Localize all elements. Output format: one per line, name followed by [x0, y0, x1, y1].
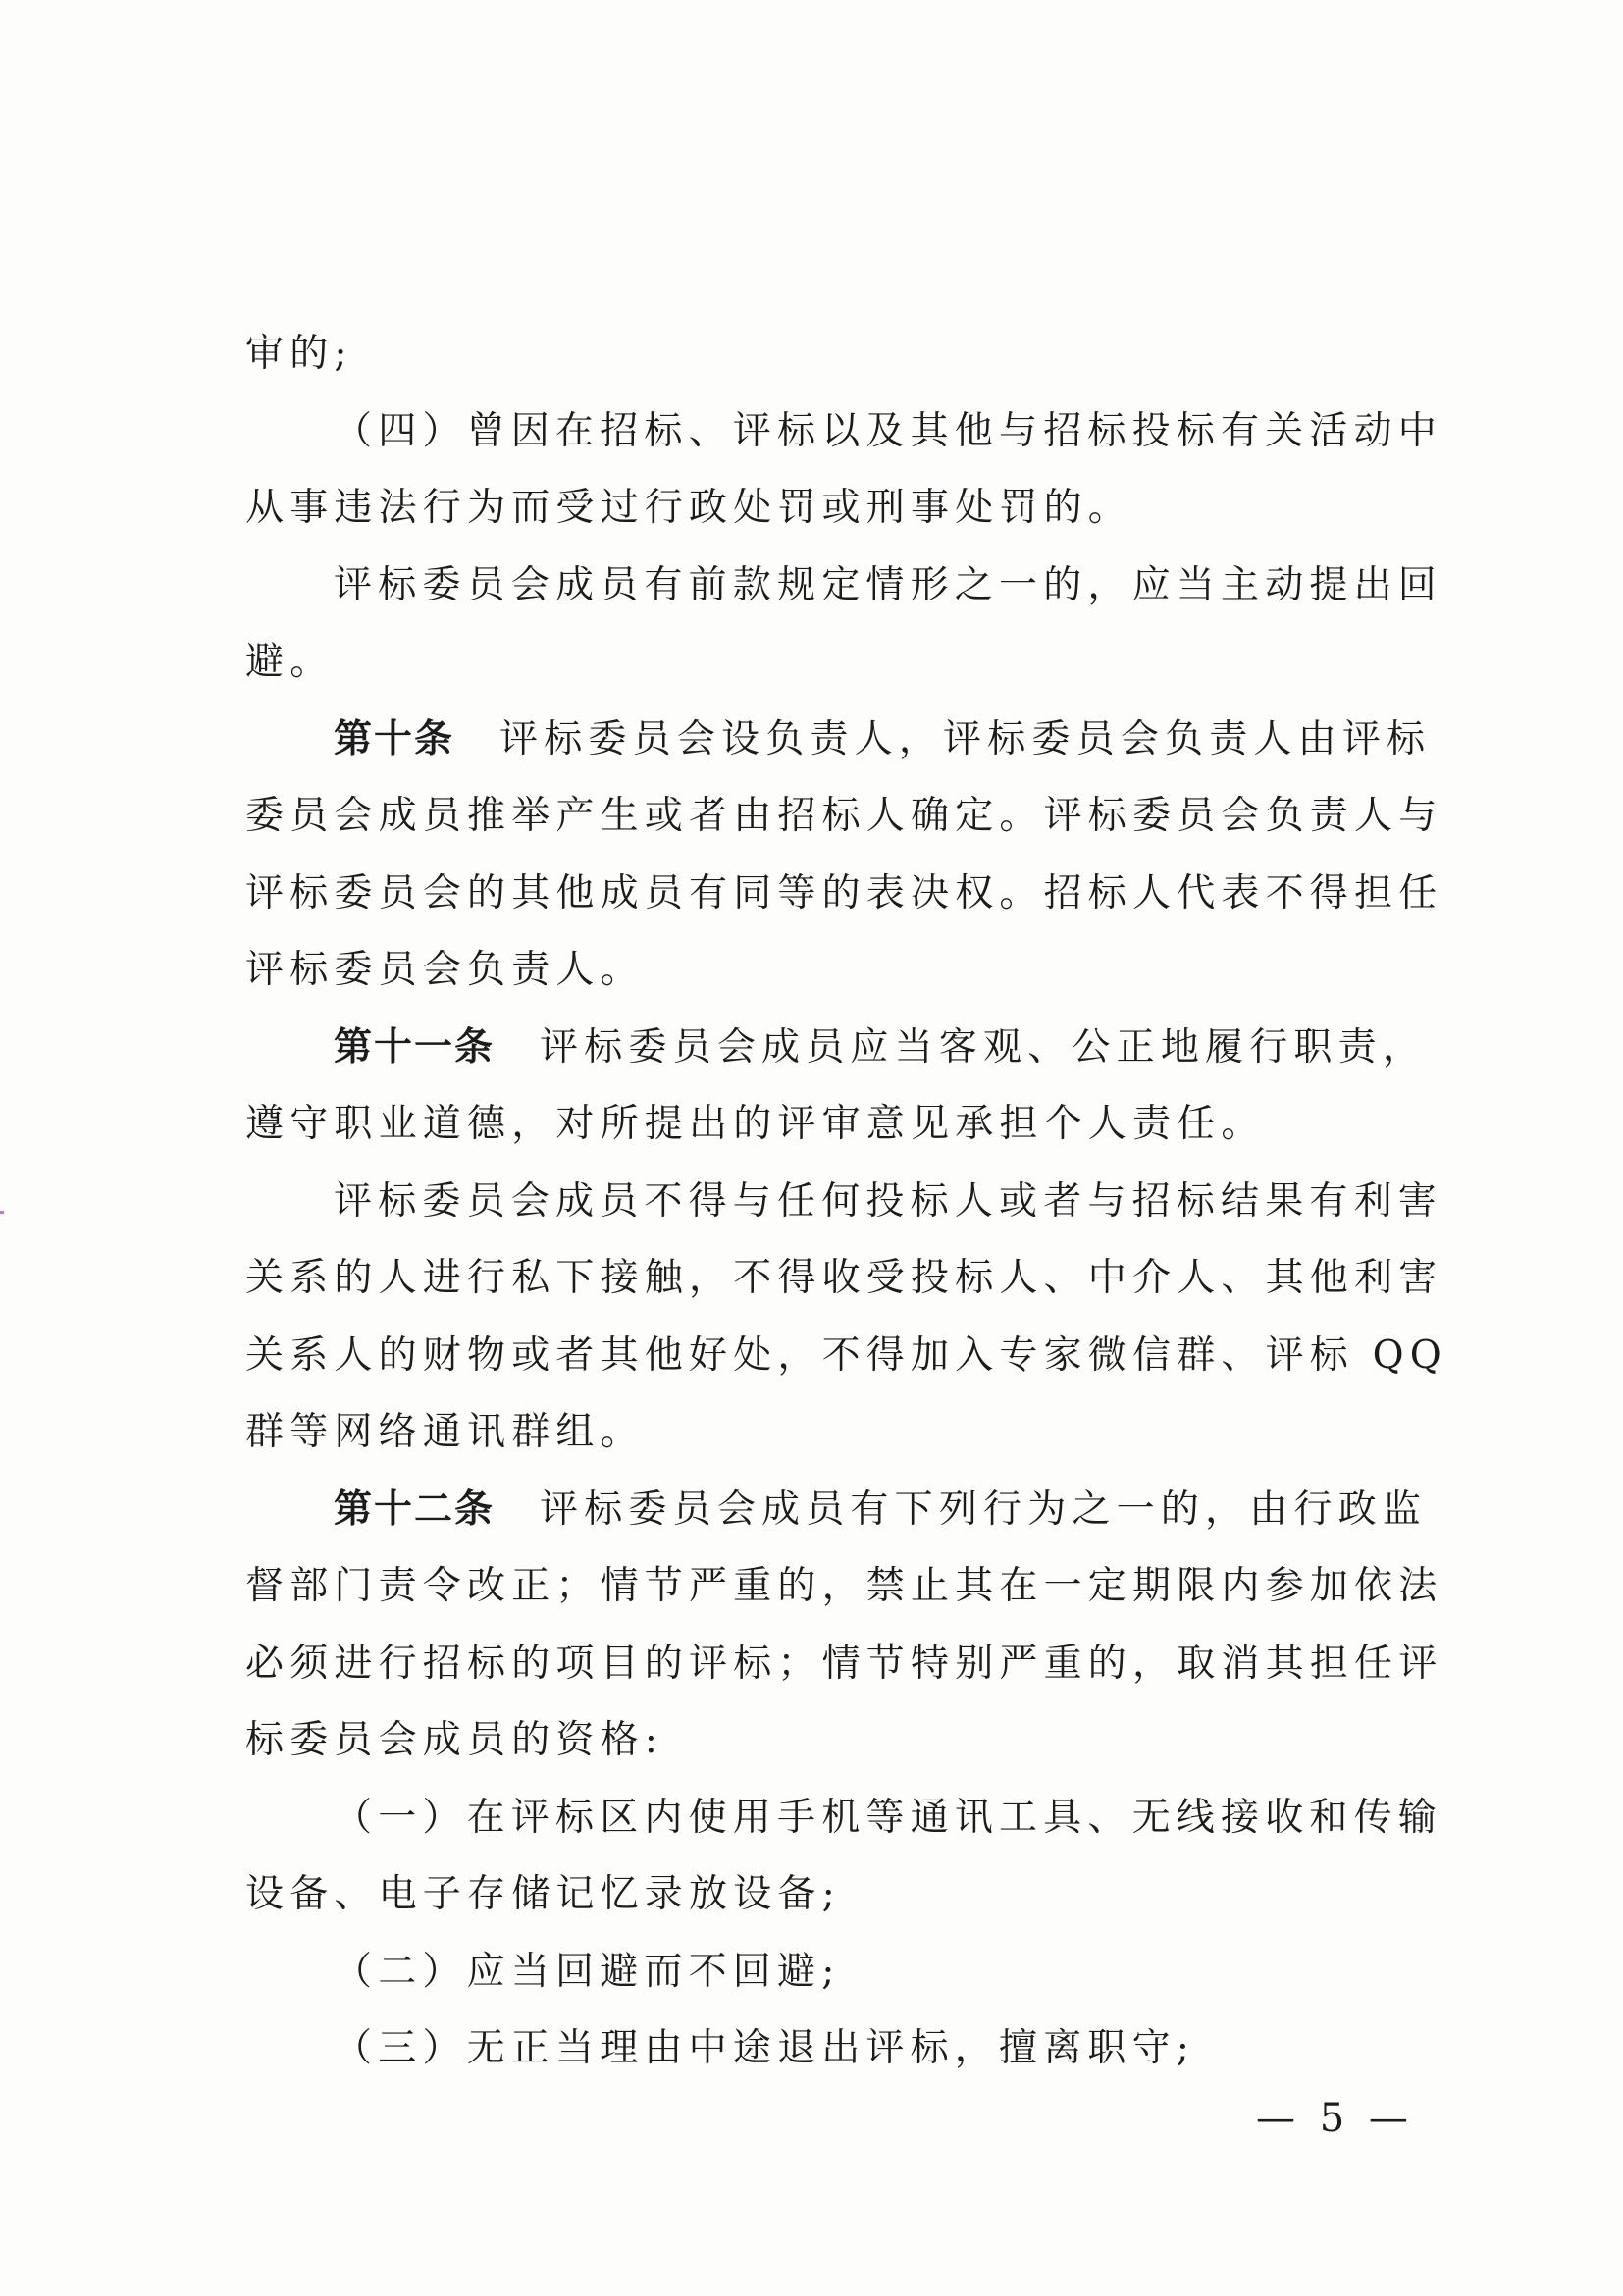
text-line-13: 关系的人进行私下接触，不得收受投标人、中介人、其他利害 — [245, 1256, 1443, 1300]
scan-edge-mark — [0, 1211, 4, 1214]
text-line-23: （三）无正当理由中途退出评标，擅离职守; — [334, 2026, 1196, 2070]
text-line-17: 督部门责令改正；情节严重的，禁止其在一定期限内参加依法 — [245, 1564, 1443, 1608]
text-line-15: 群等网络通讯群组。 — [245, 1410, 645, 1454]
text-line-8: 评标委员会的其他成员有同等的表决权。招标人代表不得担任 — [245, 870, 1443, 915]
article-12-line — [245, 1472, 1428, 1549]
text-line-21: 设备、电子存储记忆录放设备; — [245, 1872, 841, 1916]
text-line-22: （二）应当回避而不回避; — [334, 1949, 841, 1994]
text-line-5: 避。 — [245, 640, 335, 684]
article-12-text: 评标委员会成员有下列行为之一的，由行政监 — [540, 1487, 1428, 1532]
article-10-heading: 第十条 — [334, 716, 455, 761]
text-line-3: 从事违法行为而受过行政处罚或刑事处罚的。 — [245, 486, 1133, 530]
article-10-line — [245, 702, 1432, 779]
article-12-heading: 第十二条 — [334, 1487, 496, 1532]
article-11-text: 评标委员会成员应当客观、公正地履行职责， — [540, 1024, 1428, 1070]
text-line-11: 遵守职业道德，对所提出的评审意见承担个人责任。 — [245, 1102, 1266, 1146]
text-line-2: （四）曾因在招标、评标以及其他与招标投标有关活动中 — [334, 408, 1443, 453]
article-10-text: 评标委员会设负责人，评标委员会负责人由评标 — [499, 716, 1432, 761]
text-line-20: （一）在评标区内使用手机等通讯工具、无线接收和传输 — [334, 1795, 1443, 1840]
text-line-1: 审的; — [245, 332, 353, 376]
text-line-18: 必须进行招标的项目的评标；情节特别严重的，取消其担任评 — [245, 1641, 1443, 1686]
article-11-line — [245, 1010, 1428, 1087]
article-11-heading: 第十一条 — [334, 1024, 496, 1070]
text-line-19: 标委员会成员的资格: — [245, 1718, 664, 1762]
page-number: — 5 — — [1256, 2096, 1414, 2141]
text-line-9: 评标委员会负责人。 — [245, 948, 645, 992]
text-line-12: 评标委员会成员不得与任何投标人或者与招标结果有利害 — [334, 1178, 1443, 1224]
text-line-4: 评标委员会成员有前款规定情形之一的，应当主动提出回 — [334, 562, 1443, 607]
text-line-14: 关系人的财物或者其他好处，不得加入专家微信群、评标 QQ — [245, 1332, 1447, 1378]
body-text — [245, 316, 1447, 2088]
text-line-7: 委员会成员推举产生或者由招标人确定。评标委员会负责人与 — [245, 794, 1443, 838]
